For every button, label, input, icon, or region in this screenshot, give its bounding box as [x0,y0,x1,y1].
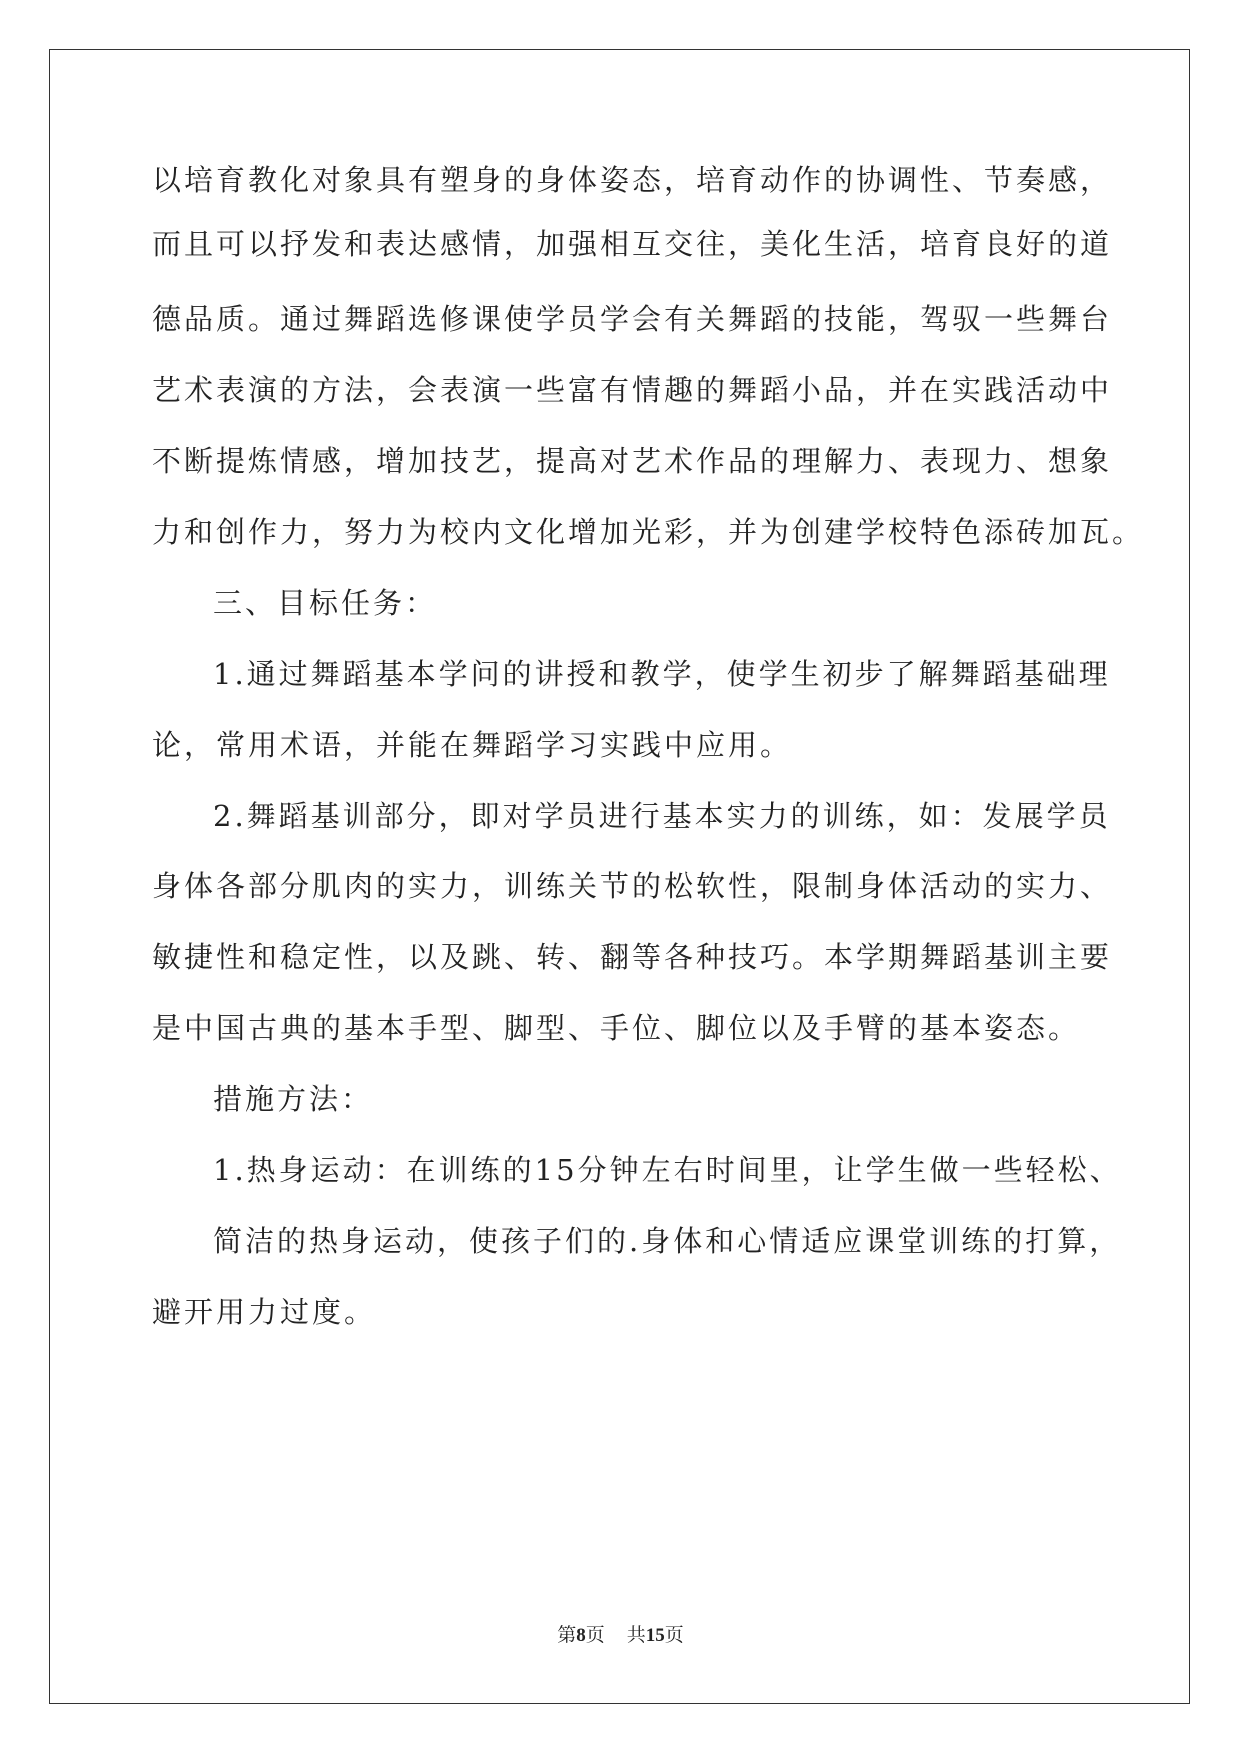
text-line-15: 1.热身运动：在训练的15分钟左右时间里，让学生做一些轻松、 [213,1153,1122,1187]
section-heading-methods: 措施方法： [213,1082,374,1116]
text-line-2: 而且可以抒发和表达感情，加强相互交往，美化生活，培育良好的道 [152,227,1113,261]
text-line-8: 1.通过舞蹈基本学问的讲授和教学，使学生初步了解舞蹈基础理 [213,657,1111,691]
section-heading-objectives: 三、目标任务： [213,586,438,620]
page-unit: 页 [585,1624,605,1646]
page-footer [0,1620,1241,1647]
text-line-12: 敏捷性和稳定性，以及跳、转、翻等各种技巧。本学期舞蹈基训主要 [152,940,1113,974]
total-prefix: 共 [626,1624,646,1646]
total-pages: 15 [645,1625,665,1646]
page-number: 8 [576,1625,586,1646]
text-line-5: 不断提炼情感，增加技艺，提高对艺术作品的理解力、表现力、想象 [152,444,1113,478]
text-line-1: 以培育教化对象具有塑身的身体姿态，培育动作的协调性、节奏感， [152,163,1113,197]
total-unit: 页 [664,1624,684,1646]
text-line-9: 论，常用术语，并能在舞蹈学习实践中应用。 [152,728,793,762]
page-prefix: 第 [557,1624,577,1646]
text-line-16: 简洁的热身运动，使孩子们的.身体和心情适应课堂训练的打算， [213,1224,1122,1258]
text-line-11: 身体各部分肌肉的实力，训练关节的松软性，限制身体活动的实力、 [152,869,1113,903]
text-line-17: 避开用力过度。 [152,1295,377,1329]
text-line-4: 艺术表演的方法，会表演一些富有情趣的舞蹈小品，并在实践活动中 [152,373,1113,407]
text-line-10: 2.舞蹈基训部分，即对学员进行基本实力的训练，如：发展学员 [213,799,1111,833]
text-line-3: 德品质。通过舞蹈选修课使学员学会有关舞蹈的技能，驾驭一些舞台 [152,302,1113,336]
text-line-13: 是中国古典的基本手型、脚型、手位、脚位以及手臂的基本姿态。 [152,1011,1081,1045]
text-line-6: 力和创作力，努力为校内文化增加光彩，并为创建学校特色添砖加瓦。 [152,515,1145,549]
